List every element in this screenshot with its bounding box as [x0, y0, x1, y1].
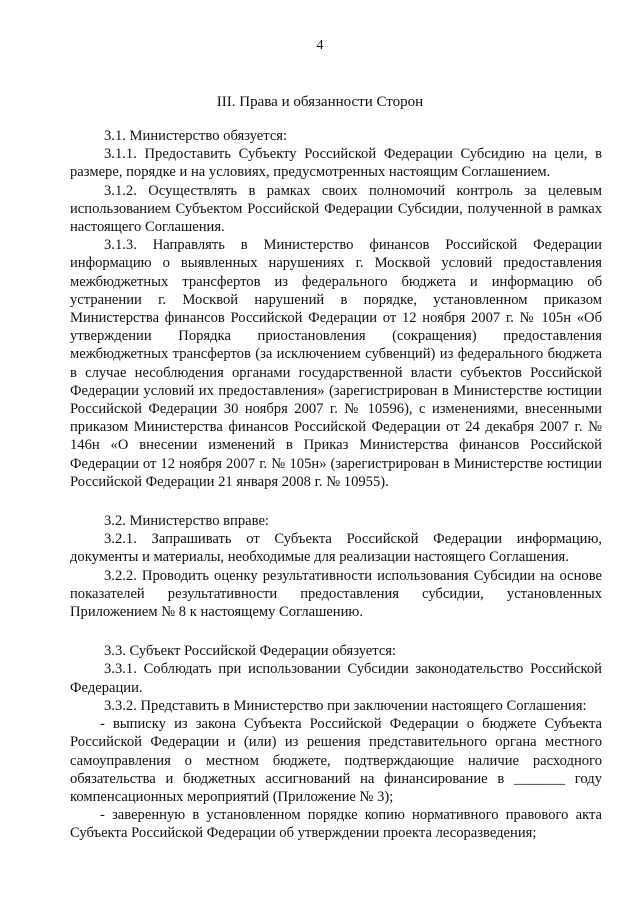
- paragraph-3-1-2: 3.1.2. Осуществлять в рамках своих полномочий контроль за целевым использованием Субъектом Российской Федерации Субсидии, полученной в рамках настоящего Соглашения.: [70, 182, 602, 236]
- paragraph-3-3-2: 3.3.2. Представить в Министерство при заключении настоящего Соглашения:: [104, 697, 587, 714]
- paragraph-3-2-2: 3.2.2. Проводить оценку результативности использования Субсидии на основе показателей результативности предоставления субсидии, установленных Приложением № 8 к настоящему Соглашению.: [70, 567, 602, 621]
- page-number: 4: [316, 38, 324, 53]
- paragraph-3-1-3: 3.1.3. Направлять в Министерство финансов Российской Федерации информацию о выявленных нарушениях г. Москвой условий предоставления межбюджетных трансфертов из федерального бюджета и информацию об устранении г. Москвой нарушений в порядке, установленном приказом Министерства финансов Российской Федерации от 12 ноября 2007 г. № 105н «Об утверждении Порядка приостановления (сокращения) предоставления межбюджетных трансфертов (за исключением субвенций) из федерального бюджета в случае несоблюдения органами государственной власти субъектов Российской Федерации условий их предоставления» (зарегистрирован в Министерстве юстиции Российской Федерации 30 ноября 2007 г. № 10596), с изменениями, внесенными приказом Министерства финансов Российской Федерации от 24 декабря 2007 г. № 146н «О внесении изменений в Приказ Министерства финансов Российской Федерации от 12 ноября 2007 г. № 105н» (зарегистрирован в Министерстве юстиции Российской Федерации 21 января 2008 г. № 10955).: [70, 237, 602, 490]
- paragraph-3-2-1: 3.2.1. Запрашивать от Субъекта Российской Федерации информацию, документы и материалы, необходимые для реализации настоящего Соглашения.: [70, 531, 602, 566]
- list-item-budget-extract: - выписку из закона Субъекта Российской Федерации о бюджете Субъекта Российской Федерации и (или) из решения представительного органа местного самоуправления о местном бюджете, подтверждающие наличие расходного обязательства и бюджетных ассигнований на финансирование в _______ году компенсационных мероприятий (Приложение № 3);: [70, 716, 602, 805]
- paragraph-3-3-1: 3.3.1. Соблюдать при использовании Субсидии законодательство Российской Федерации.: [70, 661, 602, 696]
- paragraph-3-2: 3.2. Министерство вправе:: [104, 513, 269, 530]
- paragraph-3-1: 3.1. Министерство обязуется:: [104, 128, 288, 144]
- list-item-legal-act-copy: - заверенную в установленном порядке копию нормативного правового акта Субъекта Российской Федерации об утверждении проекта лесоразведения;: [70, 807, 602, 842]
- paragraph-3-1-1: 3.1.1. Предоставить Субъекту Российской Федерации Субсидию на цели, в размере, порядке и на условиях, предусмотренных настоящим Соглашением.: [70, 146, 602, 181]
- document-body: [70, 127, 602, 843]
- paragraph-3-3: 3.3. Субъект Российской Федерации обязуется:: [104, 643, 397, 660]
- section-title: III. Права и обязанности Сторон: [216, 94, 424, 110]
